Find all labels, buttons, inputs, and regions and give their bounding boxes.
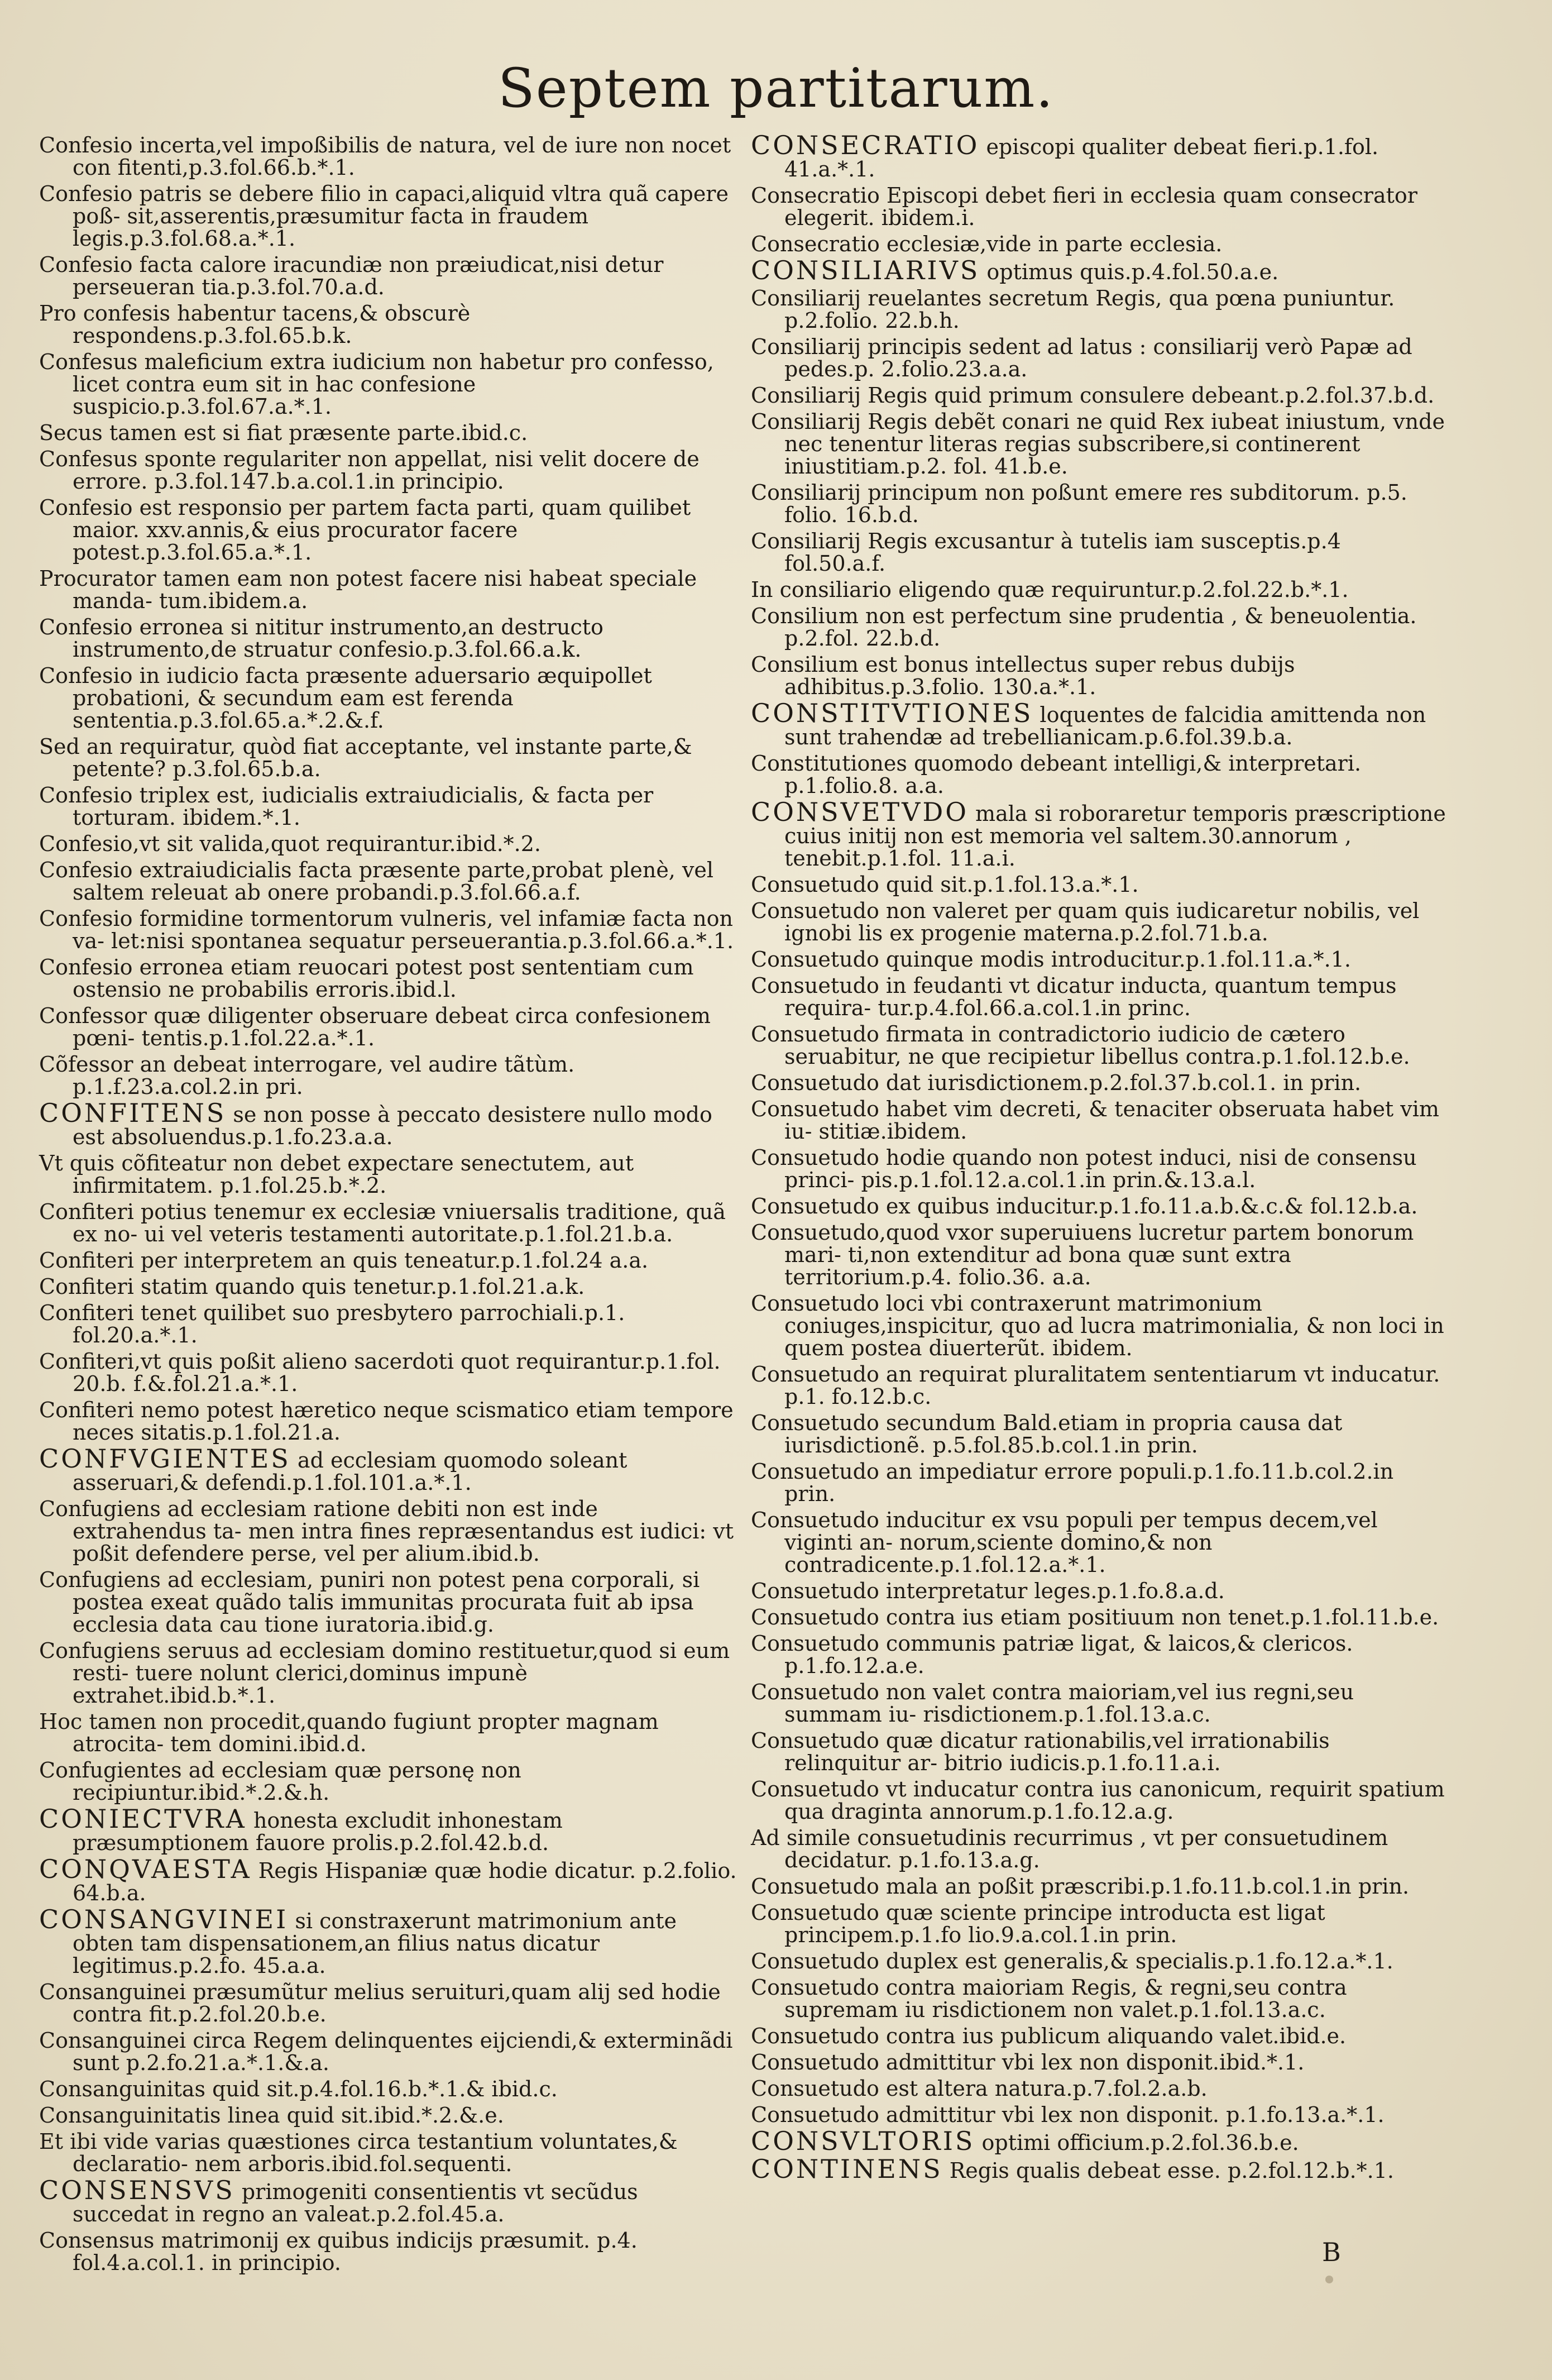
- entry-text: Consuetudo contra ius publicum aliquando valet.ibid.e.: [751, 2024, 1347, 2048]
- entry-text: Consiliarij reuelantes secretum Regis, qua pœna puniuntur. p.2.folio. 22.b.h.: [751, 286, 1395, 333]
- index-entry: [751, 255, 1446, 285]
- index-entry: [751, 1681, 1446, 1726]
- entry-text: Confugiens ad ecclesiam, puniri non potest pena corporali, si postea exeat quãdo talis immunitas procurata fuit ab ipsa ecclesia data cau tione iuratoria.ibid.g.: [39, 1567, 700, 1637]
- index-entry: [751, 698, 1446, 749]
- index-entry: [39, 1249, 737, 1272]
- index-entry: [751, 1023, 1446, 1068]
- entry-text: Secus tamen est si fiat præsente parte.ibid.c.: [39, 420, 528, 445]
- entry-text: Consuetudo an impediatur errore populi.p.1.fo.11.b.col.2.in prin.: [751, 1459, 1394, 1506]
- entry-text: Consilium non est perfectum sine prudentia , & beneuolentia. p.2.fol. 22.b.d.: [751, 604, 1417, 651]
- entry-text: Confesio in iudicio facta præsente aduersario æquipollet probationi, & secundum eam est ferenda sententia.p.3.fol.65.a.*.2.&.f.: [39, 663, 652, 733]
- entry-text: Consuetudo an requirat pluralitatem sententiarum vt inducatur. p.1. fo.12.b.c.: [751, 1362, 1440, 1409]
- index-entry: [39, 567, 737, 612]
- entry-headword: CONIECTVRA: [39, 1804, 247, 1834]
- entry-text: Consuetudo hodie quando non potest induci, nisi de consensu princi- pis.p.1.fol.12.a.col.1.in prin.&.13.a.l.: [751, 1145, 1417, 1192]
- index-entry: [39, 1498, 737, 1565]
- entry-text: Consuetudo quæ dicatur rationabilis,vel irrationabilis relinquitur ar- bitrio iudicis.p.1.fo.11.a.i.: [751, 1728, 1330, 1775]
- entry-text: optimus quis.p.4.fol.50.a.e.: [980, 260, 1279, 284]
- entry-headword: CONTINENS: [751, 2154, 943, 2184]
- entry-text: Confesio erronea etiam reuocari potest post sententiam cum ostensio ne probabilis erroris.ibid.l.: [39, 955, 694, 1002]
- index-entry: [751, 184, 1446, 229]
- entry-text: Confiteri per interpretem an quis teneatur.p.1.fol.24 a.a.: [39, 1248, 649, 1273]
- index-entry: [751, 2126, 1446, 2156]
- entry-text: Hoc tamen non procedit,quando fugiunt propter magnam atrocita- tem domini.ibid.d.: [39, 1709, 659, 1756]
- entry-text: Confiteri statim quando quis tenetur.p.1.fol.21.a.k.: [39, 1274, 585, 1299]
- index-entry: [39, 2078, 737, 2100]
- entry-text: Confessor quæ diligenter obseruare debeat circa confesionem pœni- tentis.p.1.fol.22.a.*.1.: [39, 1003, 711, 1050]
- entry-text: Confiteri tenet quilibet suo presbytero parrochiali.p.1. fol.20.a.*.1.: [39, 1301, 625, 1347]
- index-entry: [39, 2104, 737, 2126]
- index-entry: [39, 1350, 737, 1395]
- signature-mark: B: [1322, 2237, 1341, 2267]
- entry-text: Consuetudo est altera natura.p.7.fol.2.a.b.: [751, 2076, 1208, 2101]
- index-entry: [39, 1444, 737, 1495]
- entry-text: Consuetudo,quod vxor superuiuens lucretur partem bonorum mari- ti,non extenditur ad bona quæ sunt extra territorium.p.4. folio.36. a.a.: [751, 1220, 1414, 1289]
- index-entry: [751, 1827, 1446, 1871]
- entry-text: Ad simile consuetudinis recurrimus , vt per consuetudinem decidatur. p.1.fo.13.a.g.: [751, 1825, 1388, 1872]
- index-entry: [751, 1146, 1446, 1191]
- page-header: Septem partitarum.: [498, 57, 1054, 120]
- index-entry: [39, 448, 737, 493]
- entry-text: Confiteri potius tenemur ex ecclesiæ vniuersalis traditione, quã ex no- ui vel veteris testamenti autoritate.p.1.fol.21.b.a.: [39, 1199, 726, 1246]
- entry-text: Consiliarij Regis quid primum consulere debeant.p.2.fol.37.b.d.: [751, 383, 1435, 408]
- entry-text: Constitutiones quomodo debeant intelligi,& interpretari. p.1.folio.8. a.a.: [751, 751, 1362, 798]
- entry-text: Confesio patris se debere filio in capaci,aliquid vltra quã capere poß- sit,asserentis,præsumitur facta in fraudem legis.p.3.fol.68.a.*.1.: [39, 181, 729, 251]
- index-entry: [39, 1759, 737, 1804]
- entry-text: Consuetudo vt inducatur contra ius canonicum, requirit spatium qua draginta annorum.p.1.fo.12.a.g.: [751, 1777, 1445, 1824]
- index-entry: [751, 1606, 1446, 1628]
- entry-text: Consilium est bonus intellectus super rebus dubijs adhibitus.p.3.folio. 130.a.*.1.: [751, 652, 1295, 699]
- entry-headword: CONSENSVS: [39, 2175, 235, 2205]
- index-entry: [39, 254, 737, 298]
- index-entry: [751, 130, 1446, 181]
- index-entry: [751, 1632, 1446, 1677]
- index-entry: [751, 653, 1446, 698]
- entry-headword: CONFITENS: [39, 1098, 227, 1128]
- index-entry: [751, 1976, 1446, 2021]
- entry-text: se non posse à peccato desistere nullo modo est absoluendus.p.1.fo.23.a.a.: [73, 1102, 712, 1149]
- entry-text: Confesio formidine tormentorum vulneris, vel infamiæ facta non va- let:nisi spontanea sequatur perseuerantia.p.3.fol.66.a.*.1.: [39, 906, 734, 953]
- entry-text: Pro confesis habentur tacens,& obscurè respondens.p.3.fol.65.b.k.: [39, 301, 471, 348]
- index-entry: [751, 1292, 1446, 1359]
- entry-text: Consuetudo in feudanti vt dicatur inducta, quantum tempus requira- tur.p.4.fol.66.a.col.1.in princ.: [751, 973, 1397, 1020]
- entry-text: Consiliarij principis sedent ad latus : consiliarij verò Papæ ad pedes.p. 2.folio.23.a.a.: [751, 334, 1412, 381]
- index-entry: [751, 287, 1446, 332]
- index-entry: [751, 974, 1446, 1019]
- entry-text: Confesus sponte regulariter non appellat, nisi velit docere de errore. p.3.fol.147.b.a.col.1.in principio.: [39, 447, 700, 494]
- index-entry: [751, 233, 1446, 255]
- index-entry: [39, 1640, 737, 1707]
- entry-text: Confesio extraiudicialis facta præsente parte,probat plenè, vel saltem releuat ab onere probandi.p.3.fol.66.a.f.: [39, 858, 714, 905]
- entry-text: Consuetudo ex quibus inducitur.p.1.fo.11.a.b.&.c.& fol.12.b.a.: [751, 1194, 1418, 1218]
- entry-text: Confesio erronea si nititur instrumento,an destructo instrumento,de struatur confesio.p.3.fol.66.a.k.: [39, 615, 603, 662]
- index-entry: [751, 2051, 1446, 2073]
- entry-text: Consiliarij Regis excusantur à tutelis iam susceptis.p.4 fol.50.a.f.: [751, 529, 1341, 576]
- entry-text: Consanguinitatis linea quid sit.ibid.*.2.&.e.: [39, 2103, 504, 2128]
- index-entry: [751, 1412, 1446, 1456]
- entry-text: Procurator tamen eam non potest facere nisi habeat speciale manda- tum.ibidem.a.: [39, 566, 697, 613]
- index-entry: [39, 1005, 737, 1049]
- index-entry: [751, 1098, 1446, 1143]
- entry-headword: CONSILIARIVS: [751, 255, 980, 285]
- index-entry: [39, 2130, 737, 2175]
- index-entry: [39, 1399, 737, 1444]
- entry-text: Cõfessor an debeat interrogare, vel audire tãtùm. p.1.f.23.a.col.2.in pri.: [39, 1052, 575, 1099]
- index-entry: [751, 530, 1446, 575]
- index-entry: [39, 735, 737, 780]
- index-entry: [39, 134, 737, 179]
- entry-text: Consuetudo secundum Bald.etiam in propria causa dat iurisdictionẽ. p.5.fol.85.b.col.1.in prin.: [751, 1411, 1343, 1457]
- entry-text: Consuetudo non valet contra maioriam,vel ius regni,seu summam iu- risdictionem.p.1.fol.13.a.c.: [751, 1680, 1354, 1727]
- index-entry: [39, 1201, 737, 1245]
- entry-text: Vt quis cõfiteatur non debet expectare senectutem, aut infirmitatem. p.1.fol.25.b.*.2.: [39, 1151, 634, 1198]
- index-entry: [751, 1875, 1446, 1898]
- index-entry: [751, 2077, 1446, 2100]
- index-entry: [751, 1195, 1446, 1217]
- entry-text: Consuetudo mala an poßit præscribi.p.1.fo.11.b.col.1.in prin.: [751, 1874, 1410, 1899]
- index-entry: [39, 302, 737, 347]
- entry-text: episcopi qualiter debeat fieri.p.1.fol. 41.a.*.1.: [784, 135, 1379, 181]
- entry-text: loquentes de falcidia amittenda non sunt trahendæ ad trebellianicam.p.6.fol.39.b.a.: [784, 702, 1426, 749]
- index-entry: [39, 616, 737, 661]
- entry-text: mala si roboraretur temporis præscriptione cuius initij non est memoria vel saltem.30.annorum , tenebit.p.1.fol. 11.a.i.: [784, 801, 1446, 871]
- index-entry: [39, 833, 737, 855]
- index-entry: [751, 2154, 1446, 2184]
- index-entry: [39, 665, 737, 732]
- index-entry: [751, 410, 1446, 477]
- entry-text: si constraxerunt matrimonium ante obten tam dispensationem,an filius natus dicatur legitimus.p.2.fo. 45.a.a.: [73, 1909, 677, 1978]
- entry-text: Consuetudo habet vim decreti, & tenaciter obseruata habet vim iu- stitiæ.ibidem.: [751, 1097, 1439, 1144]
- entry-text: Consanguinei præsumũtur melius seruituri,quam alij sed hodie contra fit.p.2.fol.20.b.e.: [39, 1980, 721, 2027]
- index-entry: [751, 1509, 1446, 1576]
- index-entry: [39, 1152, 737, 1197]
- entry-text: Confesio,vt sit valida,quot requirantur.ibid.*.2.: [39, 831, 542, 856]
- entry-text: Confesio incerta,vel impoßibilis de natura, vel de iure non nocet con fitenti,p.3.fol.66.b.*.1.: [39, 133, 731, 180]
- entry-text: Consuetudo communis patriæ ligat, & laicos,& clericos. p.1.fo.12.a.e.: [751, 1631, 1353, 1678]
- entry-text: Consuetudo duplex est generalis,& specialis.p.1.fo.12.a.*.1.: [751, 1949, 1393, 1973]
- entry-text: Consuetudo quæ sciente principe introducta est ligat principem.p.1.fo lio.9.a.col.1.in prin.: [751, 1900, 1325, 1947]
- entry-text: Confesio triplex est, iudicialis extraiudicialis, & facta per torturam. ibidem.*.1.: [39, 783, 654, 830]
- entry-text: Consuetudo quid sit.p.1.fol.13.a.*.1.: [751, 872, 1139, 897]
- index-entry: [39, 1904, 737, 1978]
- entry-text: Sed an requiratur, quòd fiat acceptante, vel instante parte,& petente? p.3.fol.65.b.a.: [39, 734, 692, 781]
- entry-headword: CONSANGVINEI: [39, 1904, 289, 1934]
- entry-text: Consuetudo contra ius etiam positiuum non tenet.p.1.fol.11.b.e.: [751, 1605, 1439, 1629]
- index-entry: [751, 752, 1446, 797]
- index-entry: [751, 1729, 1446, 1774]
- index-entry: [751, 1580, 1446, 1602]
- entry-text: optimi officium.p.2.fol.36.b.e.: [975, 2130, 1299, 2155]
- index-entry: [39, 956, 737, 1001]
- index-entry: [751, 2025, 1446, 2047]
- entry-text: Consuetudo firmata in contradictorio iudicio de cætero seruabitur, ne que recipietur libellus contra.p.1.fol.12.b.e.: [751, 1022, 1410, 1069]
- entry-text: Consecratio Episcopi debet fieri in ecclesia quam consecrator elegerit. ibidem.i.: [751, 183, 1417, 230]
- index-entry: [751, 579, 1446, 601]
- index-entry: [751, 336, 1446, 380]
- entry-text: Confesio est responsio per partem facta parti, quam quilibet maior. xxv.annis,& eius procurator facere potest.p.3.fol.65.a.*.1.: [39, 495, 691, 565]
- entry-headword: CONQVAESTA: [39, 1854, 252, 1884]
- index-entry: [39, 1098, 737, 1149]
- entry-text: primogeniti consentientis vt secũdus succedat in regno an valeat.p.2.fol.45.a.: [73, 2180, 638, 2226]
- index-entry: [39, 351, 737, 418]
- index-entry: [39, 183, 737, 250]
- entry-headword: CONFVGIENTES: [39, 1444, 291, 1474]
- entry-text: Consuetudo admittitur vbi lex non disponit. p.1.fo.13.a.*.1.: [751, 2102, 1385, 2127]
- entry-headword: CONSVLTORIS: [751, 2126, 975, 2156]
- index-entry: [39, 2229, 737, 2274]
- index-entry: [751, 1072, 1446, 1094]
- entry-text: Et ibi vide varias quæstiones circa testantium voluntates,& declaratio- nem arboris.ibid.fol.sequenti.: [39, 2129, 678, 2176]
- index-entry: [751, 2104, 1446, 2126]
- index-entry: [751, 900, 1446, 944]
- entry-text: Confugiens seruus ad ecclesiam domino restituetur,quod si eum resti- tuere nolunt clerici,dominus impunè extrahet.ibid.b.*.1.: [39, 1638, 730, 1708]
- entry-text: Confugientes ad ecclesiam quæ personę non recipiuntur.ibid.*.2.&.h.: [39, 1758, 521, 1805]
- index-entry: [751, 384, 1446, 407]
- index-entry: [751, 1460, 1446, 1505]
- index-entry: [39, 907, 737, 952]
- entry-text: Consensus matrimonij ex quibus indicijs præsumit. p.4. fol.4.a.col.1. in principio.: [39, 2228, 638, 2275]
- entry-headword: CONSVETVDO: [751, 797, 969, 827]
- entry-text: Confesus maleficium extra iudicium non habetur pro confesso, licet contra eum sit in hac confesione suspicio.p.3.fol.67.a.*.1.: [39, 350, 714, 419]
- index-entry: [39, 1302, 737, 1346]
- index-entry: [751, 481, 1446, 526]
- index-entry: [39, 1569, 737, 1636]
- entry-text: Consuetudo quinque modis introducitur.p.1.fol.11.a.*.1.: [751, 947, 1352, 972]
- entry-text: Consiliarij principum non poßunt emere res subditorum. p.5. folio. 16.b.d.: [751, 480, 1407, 527]
- entry-text: Regis Hispaniæ quæ hodie dicatur. p.2.folio. 64.b.a.: [73, 1858, 737, 1905]
- index-entry: [751, 1363, 1446, 1408]
- entry-text: Consuetudo dat iurisdictionem.p.2.fol.37.b.col.1. in prin.: [751, 1070, 1362, 1095]
- left-column: [39, 134, 737, 2278]
- entry-text: Consiliarij Regis debẽt conari ne quid Rex iubeat iniustum, vnde nec tenentur literas regias subscribere,si continerent iniustitiam.p.2. fol. 41.b.e.: [751, 409, 1445, 479]
- entry-text: Consanguinitas quid sit.p.4.fol.16.b.*.1.& ibid.c.: [39, 2077, 558, 2101]
- index-entry: [751, 1778, 1446, 1823]
- index-entry: [751, 1221, 1446, 1288]
- entry-text: Consuetudo interpretatur leges.p.1.fo.8.a.d.: [751, 1579, 1225, 1603]
- right-column: [751, 130, 1446, 2186]
- entry-text: ad ecclesiam quomodo soleant asseruari,& defendi.p.1.fol.101.a.*.1.: [73, 1448, 627, 1495]
- entry-text: Confiteri nemo potest hæretico neque scismatico etiam tempore neces sitatis.p.1.fol.21.a.: [39, 1398, 734, 1445]
- entry-text: Consuetudo inducitur ex vsu populi per tempus decem,vel viginti an- norum,sciente domino,& non contradicente.p.1.fol.12.a.*.1.: [751, 1508, 1378, 1577]
- index-entry: [39, 2029, 737, 2074]
- entry-headword: CONSECRATIO: [751, 130, 980, 160]
- entry-text: Confugiens ad ecclesiam ratione debiti non est inde extrahendus ta- men intra fines repræsentandus est iudici: vt poßit defendere perse, vel per alium.ibid.b.: [39, 1497, 734, 1566]
- ornament-dot: [1325, 2276, 1333, 2283]
- entry-text: Consuetudo non valeret per quam quis iudicaretur nobilis, vel ignobi lis ex progenie materna.p.2.fol.71.b.a.: [751, 899, 1420, 945]
- index-entry: [751, 605, 1446, 649]
- index-entry: [39, 784, 737, 829]
- index-entry: [39, 1981, 737, 2025]
- index-entry: [39, 1275, 737, 1298]
- entry-text: Consuetudo admittitur vbi lex non disponit.ibid.*.1.: [751, 2050, 1305, 2075]
- entry-text: Consanguinei circa Regem delinquentes eijciendi,& exterminãdi sunt p.2.fo.21.a.*.1.&.a.: [39, 2028, 733, 2075]
- entry-text: Regis qualis debeat esse. p.2.fol.12.b.*.1.: [942, 2158, 1394, 2183]
- index-entry: [39, 496, 737, 563]
- index-entry: [751, 873, 1446, 896]
- index-entry: [39, 2175, 737, 2226]
- index-entry: [751, 1901, 1446, 1946]
- entry-text: Consuetudo loci vbi contraxerunt matrimonium coniuges,inspicitur, quo ad lucra matrimonialia, & non loci in quem postea diuerterũt. ibidem.: [751, 1291, 1444, 1360]
- index-entry: [751, 948, 1446, 971]
- entry-text: Consecratio ecclesiæ,vide in parte ecclesia.: [751, 232, 1223, 256]
- index-entry: [39, 1053, 737, 1098]
- entry-text: Consuetudo contra maioriam Regis, & regni,seu contra supremam iu risdictionem non valet.p.1.fol.13.a.c.: [751, 1975, 1347, 2022]
- index-entry: [39, 859, 737, 904]
- index-entry: [39, 422, 737, 444]
- index-entry: [751, 797, 1446, 871]
- index-entry: [39, 1804, 737, 1855]
- entry-text: honesta excludit inhonestam præsumptionem fauore prolis.p.2.fol.42.b.d.: [73, 1808, 563, 1855]
- entry-text: Confesio facta calore iracundiæ non præiudicat,nisi detur perseueran tia.p.3.fol.70.a.d.: [39, 252, 664, 299]
- index-entry: [751, 1950, 1446, 1972]
- entry-text: Confiteri,vt quis poßit alieno sacerdoti quot requirantur.p.1.fol. 20.b. f.&.fol.21.a.*.1.: [39, 1349, 721, 1396]
- entry-text: In consiliario eligendo quæ requiruntur.p.2.fol.22.b.*.1.: [751, 577, 1349, 602]
- entry-headword: CONSTITVTIONES: [751, 698, 1033, 728]
- index-entry: [39, 1854, 737, 1905]
- index-entry: [39, 1710, 737, 1755]
